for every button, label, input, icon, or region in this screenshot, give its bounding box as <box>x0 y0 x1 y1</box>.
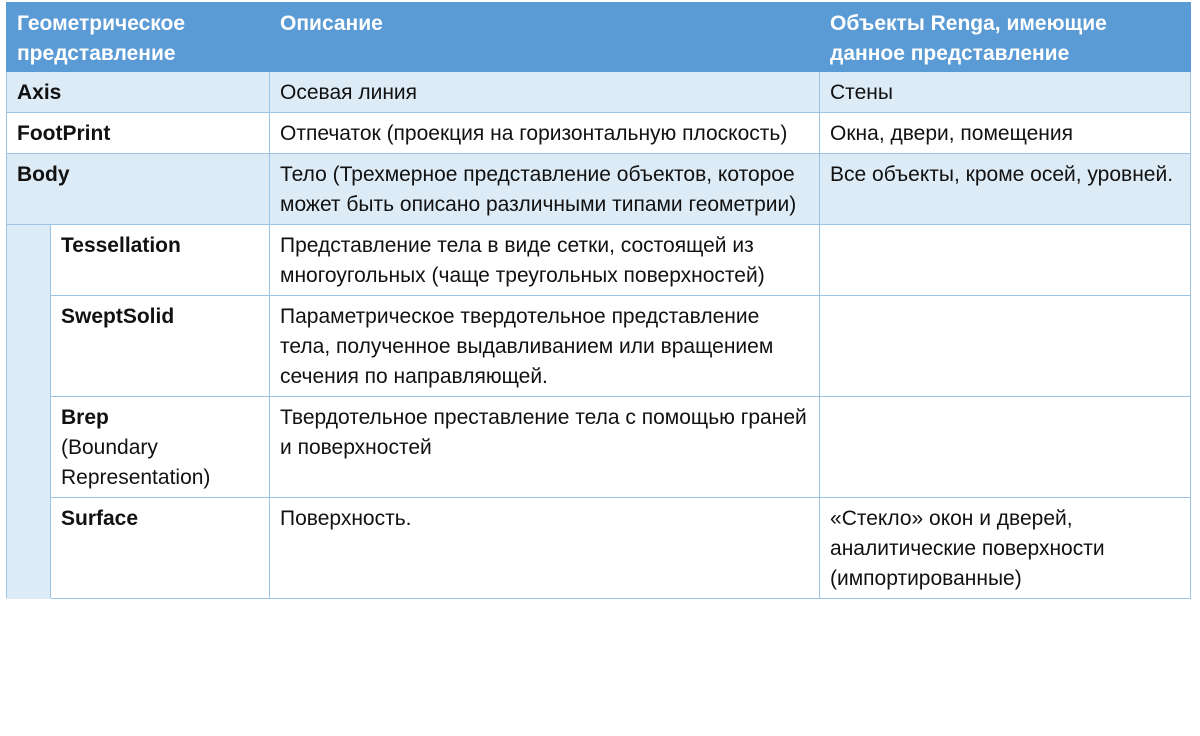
row-description: Отпечаток (проекция на горизонтальную плоскость) <box>270 113 820 154</box>
subrow-objects <box>820 225 1191 296</box>
subrow-name-cell <box>51 397 270 498</box>
subrow-name: Tessellation <box>51 225 270 296</box>
geometry-representation-table <box>6 2 1191 599</box>
subrow-name: SweptSolid <box>51 296 270 397</box>
row-objects: Окна, двери, помещения <box>820 113 1191 154</box>
table-row <box>7 72 1191 113</box>
row-objects: Стены <box>820 72 1191 113</box>
table-subrow <box>7 296 1191 397</box>
subrow-name: Brep <box>61 406 109 429</box>
subrow-objects <box>820 296 1191 397</box>
header-description: Описание <box>270 3 820 72</box>
row-objects: Все объекты, кроме осей, уровней. <box>820 154 1191 225</box>
subrow-description: Представление тела в виде сетки, состоящей из многоугольных (чаще треугольных поверхностей) <box>270 225 820 296</box>
subrow-objects <box>820 397 1191 498</box>
indent-cell <box>7 225 51 599</box>
table-subrow <box>7 498 1191 599</box>
table-row <box>7 154 1191 225</box>
row-name: Body <box>7 154 270 225</box>
subrow-description: Твердотельное преставление тела с помощью граней и поверхностей <box>270 397 820 498</box>
header-objects: Объекты Renga, имеющие данное представление <box>820 3 1191 72</box>
table-row <box>7 113 1191 154</box>
row-description: Тело (Трехмерное представление объектов, которое может быть описано различными типами геометрии) <box>270 154 820 225</box>
row-name: Axis <box>7 72 270 113</box>
header-geometry: Геометрическое представление <box>7 3 270 72</box>
header-row <box>7 3 1191 72</box>
table-subrow <box>7 397 1191 498</box>
subrow-description: Поверхность. <box>270 498 820 599</box>
subrow-objects: «Стекло» окон и дверей, аналитические поверхности (импортированные) <box>820 498 1191 599</box>
table-subrow <box>7 225 1191 296</box>
subrow-description: Параметрическое твердотельное представление тела, полученное выдавливанием или вращением сечения по направляющей. <box>270 296 820 397</box>
row-description: Осевая линия <box>270 72 820 113</box>
subrow-name-sub: (Boundary Representation) <box>61 436 211 489</box>
row-name: FootPrint <box>7 113 270 154</box>
subrow-name: Surface <box>51 498 270 599</box>
